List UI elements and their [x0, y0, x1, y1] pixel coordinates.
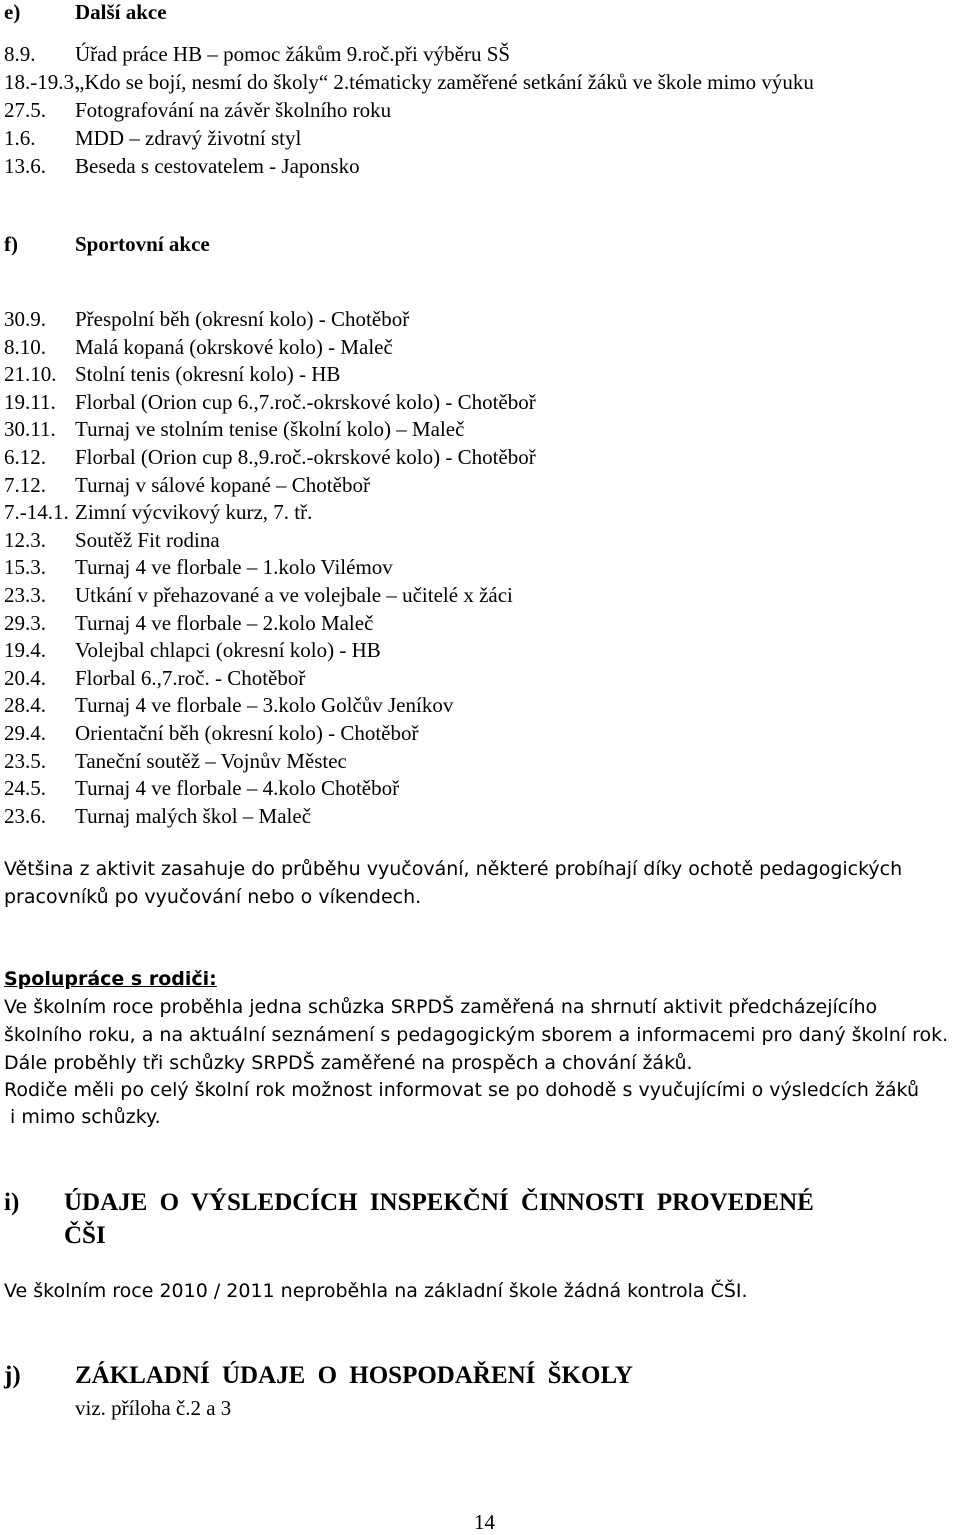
section-e-letter: e) — [4, 0, 21, 24]
sport-event-item-date: 20.4. — [4, 665, 46, 690]
cooperation-line: školního roku, a na aktuální seznámení s pedagogickým sborem a informacemi pro daný školní rok. — [4, 1024, 949, 1046]
sport-event-item-date: 29.3. — [4, 610, 46, 635]
cooperation-line: i mimo schůzky. — [4, 1106, 161, 1128]
other-event-item-text: Beseda s cestovatelem - Japonsko — [75, 154, 360, 178]
other-event-item-date: 8.9. — [4, 42, 36, 66]
section-j-text: viz. příloha č.2 a 3 — [75, 1396, 232, 1420]
sport-event-item-text: Turnaj ve stolním tenise (školní kolo) – Maleč — [75, 417, 465, 442]
sport-event-item-date: 23.3. — [4, 583, 46, 607]
sport-event-item-date: 7.12. — [4, 472, 46, 497]
sport-event-item-text: Turnaj 4 ve florbale – 3.kolo Golčův Jeníkov — [75, 693, 454, 718]
sport-event-item-text: Florbal 6.,7.roč. - Chotěboř — [75, 665, 306, 690]
sport-event-item-text: Taneční soutěž – Vojnův Městec — [75, 748, 347, 773]
other-event-item-text: Fotografování na závěr školního roku — [75, 98, 392, 122]
other-event-item-date: 27.5. — [4, 98, 46, 122]
sport-event-item-date: 19.11. — [4, 389, 56, 414]
other-event-item-date: 18.-19.3. — [4, 70, 80, 94]
section-f-letter: f) — [4, 232, 18, 256]
sport-event-item-date: 28.4. — [4, 693, 46, 718]
section-i-title-line-2: ČŠI — [64, 1222, 106, 1249]
sport-event-item-text: Turnaj 4 ve florbale – 1.kolo Vilémov — [75, 555, 393, 580]
other-event-item-text: MDD – zdravý životní styl — [75, 126, 302, 150]
sport-event-item-date: 30.9. — [4, 307, 46, 331]
sports-note-line-1: Většina z aktivit zasahuje do průběhu vyučování, některé probíhají díky ochotě pedagogických — [4, 858, 903, 880]
sport-event-item-text: Volejbal chlapci (okresní kolo) - HB — [75, 638, 381, 663]
sport-event-item-text: Zimní výcvikový kurz, 7. tř. — [75, 500, 313, 525]
sport-event-item-date: 30.11. — [4, 417, 56, 442]
sport-event-item-date: 23.6. — [4, 803, 46, 828]
sport-event-item-date: 24.5. — [4, 776, 46, 801]
sport-event-item-date: 6.12. — [4, 445, 46, 469]
section-j-title: ZÁKLADNÍ ÚDAJE O HOSPODAŘENÍ ŠKOLY — [75, 1362, 633, 1389]
sport-event-item-date: 19.4. — [4, 638, 46, 663]
sport-event-item-text: Turnaj malých škol – Maleč — [75, 803, 312, 828]
sport-event-item-date: 23.5. — [4, 748, 46, 773]
sport-event-item-text: Utkání v přehazované a ve volejbale – učitelé x žáci — [75, 583, 513, 607]
section-e-title: Další akce — [75, 0, 167, 24]
other-event-item-date: 1.6. — [4, 126, 36, 150]
other-event-item-text: Úřad práce HB – pomoc žákům 9.roč.při výběru SŠ — [75, 42, 511, 66]
section-i-title-line-1: ÚDAJE O VÝSLEDCÍCH INSPEKČNÍ ČINNOSTI PROVEDENÉ — [64, 1189, 814, 1216]
cooperation-heading: Spolupráce s rodiči: — [4, 968, 217, 990]
sport-event-item-text: Malá kopaná (okrskové kolo) - Maleč — [75, 334, 393, 359]
cooperation-line: Dále proběhly tři schůzky SRPDŠ zaměřené na prospěch a chování žáků. — [4, 1052, 693, 1074]
sport-event-item-text: Florbal (Orion cup 6.,7.roč.-okrskové kolo) - Chotěboř — [75, 389, 536, 414]
sport-event-item-text: Soutěž Fit rodina — [75, 527, 220, 552]
sport-event-item-date: 8.10. — [4, 334, 46, 359]
sport-event-item-date: 29.4. — [4, 721, 46, 745]
other-event-item-text: „Kdo se bojí, nesmí do školy“ 2.tématicky zaměřené setkání žáků ve škole mimo výuku — [75, 70, 814, 94]
sport-event-item-text: Florbal (Orion cup 8.,9.roč.-okrskové kolo) - Chotěboř — [75, 445, 536, 469]
sport-event-item-date: 15.3. — [4, 555, 46, 580]
other-event-item-date: 13.6. — [4, 154, 46, 178]
sport-event-item-text: Turnaj 4 ve florbale – 4.kolo Chotěboř — [75, 776, 400, 801]
section-f-title: Sportovní akce — [75, 232, 210, 256]
sport-event-item-text: Turnaj v sálové kopané – Chotěboř — [75, 472, 370, 497]
section-i-letter: i) — [4, 1189, 20, 1216]
cooperation-line: Ve školním roce proběhla jedna schůzka SRPDŠ zaměřená na shrnutí aktivit předcházejícího — [4, 996, 878, 1018]
sport-event-item-date: 7.-14.1. — [4, 500, 69, 525]
page-number: 14 — [474, 1510, 495, 1534]
section-j-letter: j) — [4, 1362, 21, 1389]
sport-event-item-text: Turnaj 4 ve florbale – 2.kolo Maleč — [75, 610, 374, 635]
sport-event-item-text: Orientační běh (okresní kolo) - Chotěboř — [75, 721, 419, 745]
sport-event-item-text: Přespolní běh (okresní kolo) - Chotěboř — [75, 307, 410, 331]
sport-event-item-date: 12.3. — [4, 527, 46, 552]
sport-event-item-date: 21.10. — [4, 362, 57, 387]
sport-event-item-text: Stolní tenis (okresní kolo) - HB — [75, 362, 341, 387]
cooperation-line: Rodiče měli po celý školní rok možnost informovat se po dohodě s vyučujícími o výsledcích žáků — [4, 1079, 920, 1101]
sports-note-line-2: pracovníků po vyučování nebo o víkendech. — [4, 886, 422, 908]
section-i-text: Ve školním roce 2010 / 2011 neproběhla na základní škole žádná kontrola ČŠI. — [4, 1280, 748, 1302]
